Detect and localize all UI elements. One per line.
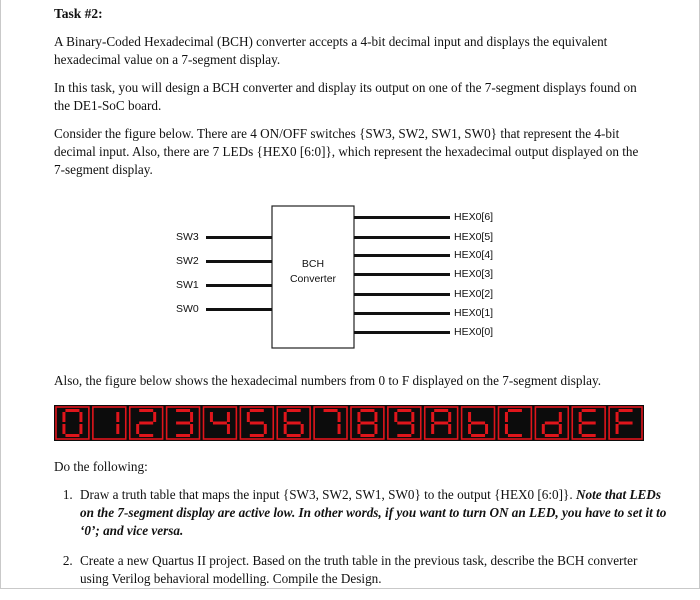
wire-hex1: [354, 312, 450, 315]
segment-c: [301, 424, 304, 434]
segment-g: [176, 422, 190, 425]
segment-b: [559, 412, 562, 422]
segment-b: [79, 412, 82, 422]
seven-seg-digit-5: [240, 407, 273, 439]
segment-c: [227, 424, 230, 434]
segment-e: [431, 424, 434, 434]
wire-sw0: [206, 308, 272, 311]
seven-segment-strip: [54, 405, 644, 441]
segment-f: [284, 412, 287, 422]
segment-g: [397, 422, 411, 425]
segment-b: [411, 412, 414, 422]
step-1-text: Draw a truth table that maps the input {SW3, SW2, SW1, SW0} to the output {HEX0 [6:0]}.: [80, 487, 576, 502]
segment-a: [65, 409, 79, 412]
segment-c: [374, 424, 377, 434]
segment-b: [338, 412, 341, 422]
also-paragraph: Also, the figure below shows the hexadecimal numbers from 0 to F displayed on the 7-segment display.: [54, 373, 602, 388]
wire-hex3: [354, 273, 450, 276]
segment-g: [287, 422, 301, 425]
seven-seg-digit-b: [462, 407, 495, 439]
segment-b: [153, 412, 156, 422]
segment-d: [582, 434, 596, 437]
wire-hex5: [354, 236, 450, 239]
segment-e: [357, 424, 360, 434]
segment-g: [360, 422, 374, 425]
segment-g: [582, 422, 596, 425]
step-1: [76, 486, 668, 540]
segment-c: [559, 424, 562, 434]
segment-a: [139, 409, 153, 412]
segment-d: [139, 434, 153, 437]
seven-seg-digit-7: [314, 407, 347, 439]
segment-d: [287, 434, 301, 437]
segment-f: [616, 412, 619, 422]
segment-b: [374, 412, 377, 422]
segment-e: [468, 424, 471, 434]
output-label-hex6: HEX0[6]: [454, 211, 494, 223]
segment-e: [136, 424, 139, 434]
input-label-sw1: SW1: [176, 279, 199, 291]
segment-d: [508, 434, 522, 437]
segment-d: [250, 434, 264, 437]
segment-e: [616, 424, 619, 434]
output-label-hex4: HEX0[4]: [454, 249, 494, 261]
step-2: [76, 552, 668, 588]
seven-seg-cell-frame: [93, 407, 126, 439]
segment-b: [116, 412, 119, 422]
seven-seg-digit-1: [93, 407, 126, 439]
segment-c: [264, 424, 267, 434]
wire-hex2: [354, 293, 450, 296]
segment-f: [210, 412, 213, 422]
box-label-bch: BCH: [301, 258, 325, 270]
seven-seg-digit-d: [535, 407, 568, 439]
segment-f: [468, 412, 471, 422]
segment-c: [79, 424, 82, 434]
segment-a: [582, 409, 596, 412]
segment-f: [431, 412, 434, 422]
segment-e: [505, 424, 508, 434]
segment-f: [394, 412, 397, 422]
segment-c: [411, 424, 414, 434]
seven-seg-digit-A: [425, 407, 458, 439]
segment-a: [619, 409, 633, 412]
figure-paragraph: Consider the figure below. There are 4 ON/OFF switches {SW3, SW2, SW1, SW0} that represent the 4-bit decimal input. Also, there are 7 LEDs {HEX0 [6:0]}, which represent the hexadecimal output displayed on the 7-segment display.: [54, 126, 639, 177]
segment-c: [485, 424, 488, 434]
input-label-sw2: SW2: [176, 255, 199, 267]
segment-d: [360, 434, 374, 437]
steps-list: [54, 486, 668, 600]
segment-g: [434, 422, 448, 425]
wire-hex6: [354, 216, 450, 219]
seven-seg-digit-6: [277, 407, 310, 439]
output-label-hex1: HEX0[1]: [454, 307, 494, 319]
output-label-hex2: HEX0[2]: [454, 288, 494, 300]
segment-g: [139, 422, 153, 425]
seven-seg-digit-E: [572, 407, 605, 439]
segment-e: [542, 424, 545, 434]
segment-d: [65, 434, 79, 437]
segment-b: [448, 412, 451, 422]
do-following-label: Do the following:: [54, 459, 148, 474]
step-1-note: Note that LEDs on the 7-segment display are active low. In other words, if you want to turn ON an LED, you have to set it to ‘0’; and vice versa.: [80, 487, 667, 538]
seven-seg-digit-8: [351, 407, 384, 439]
segment-f: [62, 412, 65, 422]
segment-a: [397, 409, 411, 412]
segment-g: [619, 422, 633, 425]
segment-a: [360, 409, 374, 412]
segment-g: [250, 422, 264, 425]
segment-a: [287, 409, 301, 412]
box-label-converter: Converter: [289, 273, 337, 285]
segment-c: [116, 424, 119, 434]
segment-c: [338, 424, 341, 434]
design-paragraph: In this task, you will design a BCH converter and display its output on one of the 7-segment displays found on the DE1-SoC board.: [54, 80, 637, 113]
segment-a: [508, 409, 522, 412]
segment-f: [247, 412, 250, 422]
seven-segment-digits: [54, 405, 644, 441]
wire-sw3: [206, 236, 272, 239]
seven-seg-digit-F: [609, 407, 642, 439]
segment-d: [545, 434, 559, 437]
output-label-hex5: HEX0[5]: [454, 231, 494, 243]
wire-hex0: [354, 331, 450, 334]
segment-a: [176, 409, 190, 412]
segment-e: [579, 424, 582, 434]
segment-b: [190, 412, 193, 422]
wire-sw1: [206, 284, 272, 287]
seven-seg-digit-3: [167, 407, 200, 439]
seven-seg-digit-2: [130, 407, 163, 439]
input-label-sw3: SW3: [176, 231, 199, 243]
task-title: Task #2:: [54, 6, 103, 21]
segment-a: [324, 409, 338, 412]
segment-d: [397, 434, 411, 437]
seven-seg-digit-9: [388, 407, 421, 439]
input-label-sw0: SW0: [176, 303, 199, 315]
segment-e: [284, 424, 287, 434]
segment-d: [176, 434, 190, 437]
segment-f: [505, 412, 508, 422]
segment-f: [579, 412, 582, 422]
step-2-text: Create a new Quartus II project. Based on the truth table in the previous task, describe the BCH converter using Verilog behavioral modelling. Compile the Design.: [80, 553, 638, 586]
wire-sw2: [206, 260, 272, 263]
segment-c: [190, 424, 193, 434]
output-label-hex3: HEX0[3]: [454, 268, 494, 280]
segment-b: [227, 412, 230, 422]
segment-g: [471, 422, 485, 425]
seven-seg-digit-C: [499, 407, 532, 439]
segment-a: [250, 409, 264, 412]
output-label-hex0: HEX0[0]: [454, 326, 494, 338]
segment-e: [62, 424, 65, 434]
segment-g: [213, 422, 227, 425]
segment-a: [434, 409, 448, 412]
segment-g: [545, 422, 559, 425]
input-wires: [206, 236, 272, 311]
segment-d: [471, 434, 485, 437]
wire-hex4: [354, 254, 450, 257]
seven-seg-digit-4: [204, 407, 237, 439]
segment-f: [357, 412, 360, 422]
segment-c: [448, 424, 451, 434]
output-wires: [354, 216, 450, 334]
seven-seg-digit-0: [56, 407, 89, 439]
intro-paragraph: A Binary-Coded Hexadecimal (BCH) converter accepts a 4-bit decimal input and displays the equivalent hexadecimal value on a 7-segment display.: [54, 34, 608, 67]
